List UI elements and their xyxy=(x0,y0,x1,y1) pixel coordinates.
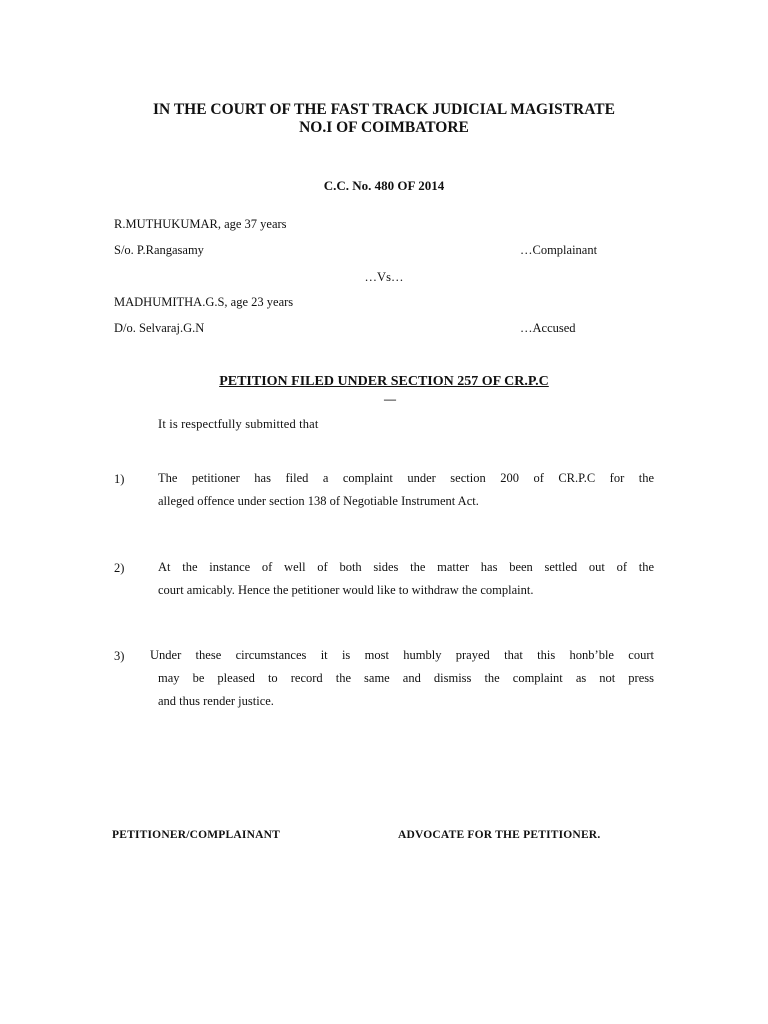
paragraph-3-first xyxy=(150,644,654,667)
case-number: C.C. No. 480 OF 2014 xyxy=(323,178,445,193)
accused-name: MADHUMITHA.G.S, age 23 years xyxy=(114,295,294,309)
paragraph-3-rest xyxy=(158,667,654,713)
paragraph-number-3: 3) xyxy=(114,649,125,663)
paragraph-2-line-2: court amicably. Hence the petitioner would like to withdraw the complaint. xyxy=(158,583,534,597)
signature-petitioner: PETITIONER/COMPLAINANT xyxy=(112,829,280,841)
paragraph-1-line-2: alleged offence under section 138 of Negotiable Instrument Act. xyxy=(158,494,479,508)
paragraph-1-line-1: The petitioner has filed a complaint under section 200 of CR.P.C for the xyxy=(158,471,654,485)
complainant-role: …Complainant xyxy=(520,243,598,257)
paragraph-3-line-2: may be pleased to record the same and dismiss the complaint as not press xyxy=(158,671,654,685)
signature-advocate: ADVOCATE FOR THE PETITIONER. xyxy=(398,829,601,841)
paragraph-3-line-3: and thus render justice. xyxy=(158,694,274,708)
paragraph-1 xyxy=(158,467,654,513)
intro-text: It is respectfully submitted that xyxy=(158,417,319,431)
accused-role: …Accused xyxy=(520,321,576,335)
court-title-line2: NO.I OF COIMBATORE xyxy=(299,119,469,136)
court-title-line1: IN THE COURT OF THE FAST TRACK JUDICIAL MAGISTRATE xyxy=(153,101,615,118)
paragraph-3-line-1: Under these circumstances it is most humbly prayed that this honb’ble court xyxy=(150,648,654,662)
accused-parentage: D/o. Selvaraj.G.N xyxy=(114,321,205,335)
heading-mark: — xyxy=(384,392,396,406)
complainant-parentage: S/o. P.Rangasamy xyxy=(114,243,204,257)
paragraph-2 xyxy=(158,556,654,602)
paragraph-2-line-1: At the instance of well of both sides the matter has been settled out of the xyxy=(158,560,654,574)
paragraph-number-1: 1) xyxy=(114,472,125,486)
petition-heading: PETITION FILED UNDER SECTION 257 OF CR.P.C xyxy=(219,374,549,389)
versus-label: …Vs… xyxy=(364,270,404,284)
complainant-name: R.MUTHUKUMAR, age 37 years xyxy=(114,217,287,231)
paragraph-number-2: 2) xyxy=(114,561,125,575)
